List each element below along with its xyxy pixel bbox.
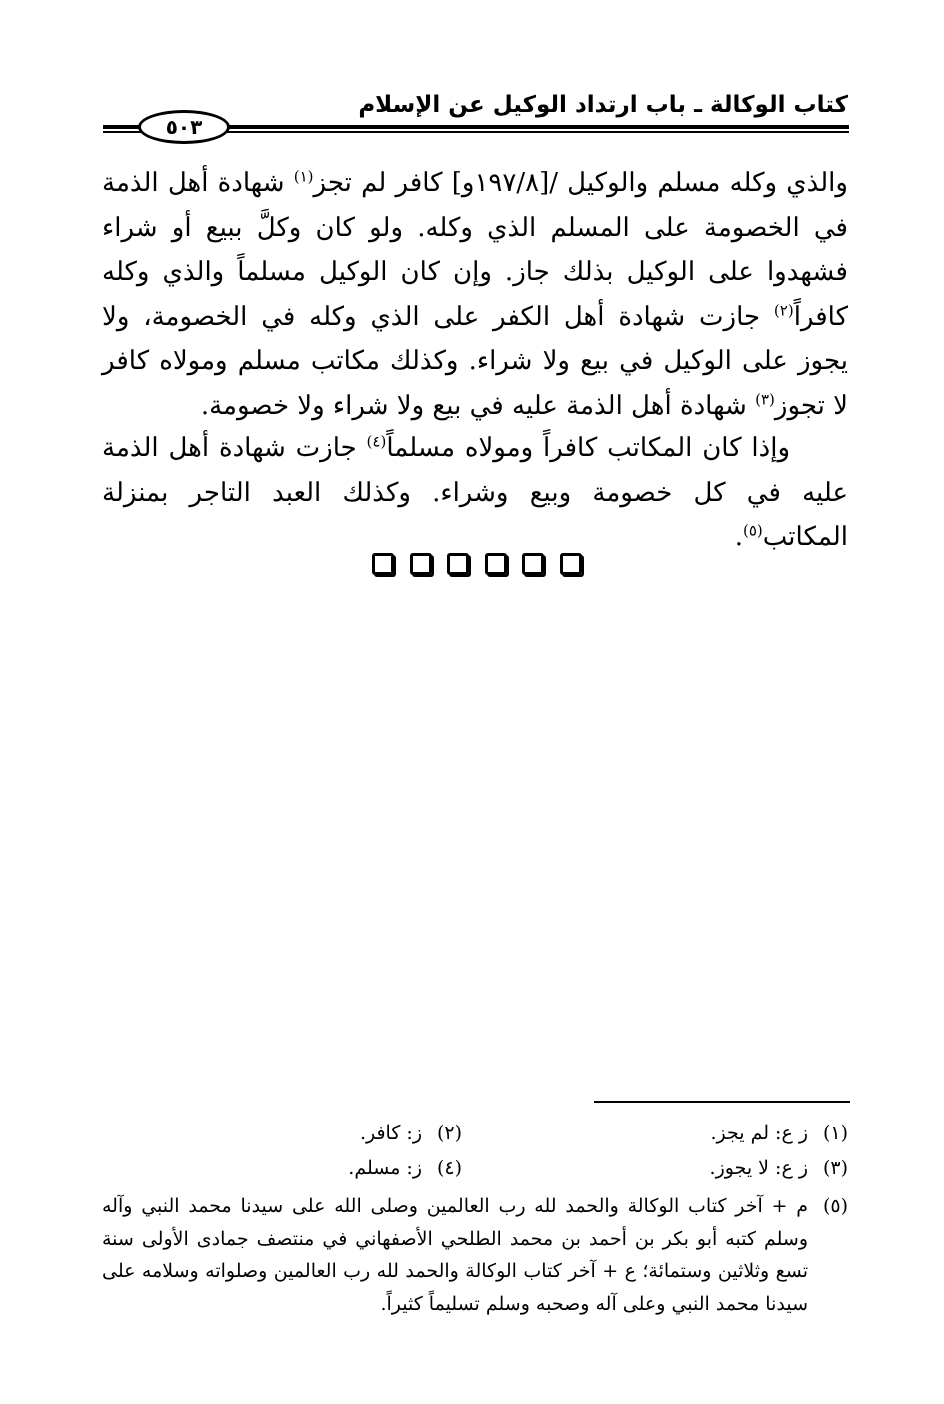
footnote-ref-3: (٣)	[755, 389, 775, 408]
footnote-ref-5: (٥)	[742, 521, 763, 540]
footnote-1-number: (١)	[822, 1122, 848, 1144]
para2-segment-1: وإذا كان المكاتب كافراً ومولاه مسلماً	[386, 433, 790, 463]
footnote-1-text: ز ع: لم يجز.	[710, 1122, 808, 1144]
footnote-5	[102, 1190, 848, 1320]
footnote-5-number: (٥)	[822, 1195, 848, 1217]
footnote-separator	[594, 1101, 850, 1103]
footnote-1	[710, 1116, 848, 1150]
para2-segment-2: جازت شهادة أهل الذمة عليه في كل خصومة وبيع وشراء. وكذلك العبد التاجر بمنزلة المكاتب	[102, 433, 848, 552]
square-ornament-icon	[560, 553, 582, 575]
para1-segment-3: جازت شهادة أهل الكفر على الذي وكله في الخصومة، ولا يجوز على الوكيل في بيع ولا شراء. وكذلك مكاتب مسلم ومولاه كافر لا تجوز	[102, 301, 848, 421]
running-title: كتاب الوكالة ـ باب ارتداد الوكيل عن الإسلام	[358, 92, 848, 118]
square-ornament-icon	[410, 553, 432, 575]
footnote-ref-4: (٤)	[366, 432, 387, 451]
square-ornament-icon	[485, 553, 507, 575]
footnote-4-text: ز: مسلم.	[348, 1157, 422, 1179]
page-number: ٥٠٣	[138, 110, 230, 144]
footnote-3-text: ز ع: لا يجوز.	[709, 1157, 808, 1179]
footnote-2-number: (٢)	[436, 1122, 462, 1144]
para1-segment-4: شهادة أهل الذمة عليه في بيع ولا شراء ولا خصومة.	[200, 390, 756, 421]
footnote-2	[360, 1116, 462, 1150]
footnote-3	[710, 1151, 848, 1185]
footnote-ref-1: (١)	[293, 167, 314, 186]
footnote-ref-2: (٢)	[773, 300, 794, 319]
footnote-4-number: (٤)	[436, 1157, 462, 1179]
square-ornament-icon	[522, 553, 544, 575]
para2-segment-3: .	[734, 522, 743, 552]
para1-segment-2: شهادة أهل الذمة في الخصومة على المسلم الذي وكله. ولو كان وكلَّ ببيع أو شراء فشهدوا على الوكيل بذلك جاز. وإن كان الوكيل مسلماً والذي وكله كافراً	[102, 168, 848, 332]
square-ornament-icon	[372, 553, 394, 575]
square-ornament-icon	[447, 553, 469, 575]
footnote-2-text: ز: كافر.	[359, 1122, 422, 1144]
body-paragraph-2	[102, 426, 848, 560]
para1-segment-1: والذي وكله مسلم والوكيل /[١٩٧/٨و] كافر لم تجز	[313, 168, 848, 198]
footnote-4	[348, 1151, 462, 1185]
footnote-5-text: م + آخر كتاب الوكالة والحمد لله رب العالمين وصلى الله على سيدنا محمد النبي وآله وسلم كتبه أبو بكر بن أحمد بن محمد الطلحي الأصفهاني في منتصف جمادى الأولى سنة تسع وثلاثين وستمائة؛ ع + آخر كتاب الوكالة والحمد لله رب العالمين وصلواته وسلامه على سيدنا محمد النبي وعلى آله وصحبه وسلم تسليماً كثيراً.	[102, 1195, 808, 1315]
body-paragraph-1	[102, 161, 848, 428]
footnote-3-number: (٣)	[822, 1157, 848, 1179]
section-end-ornament	[372, 553, 582, 577]
